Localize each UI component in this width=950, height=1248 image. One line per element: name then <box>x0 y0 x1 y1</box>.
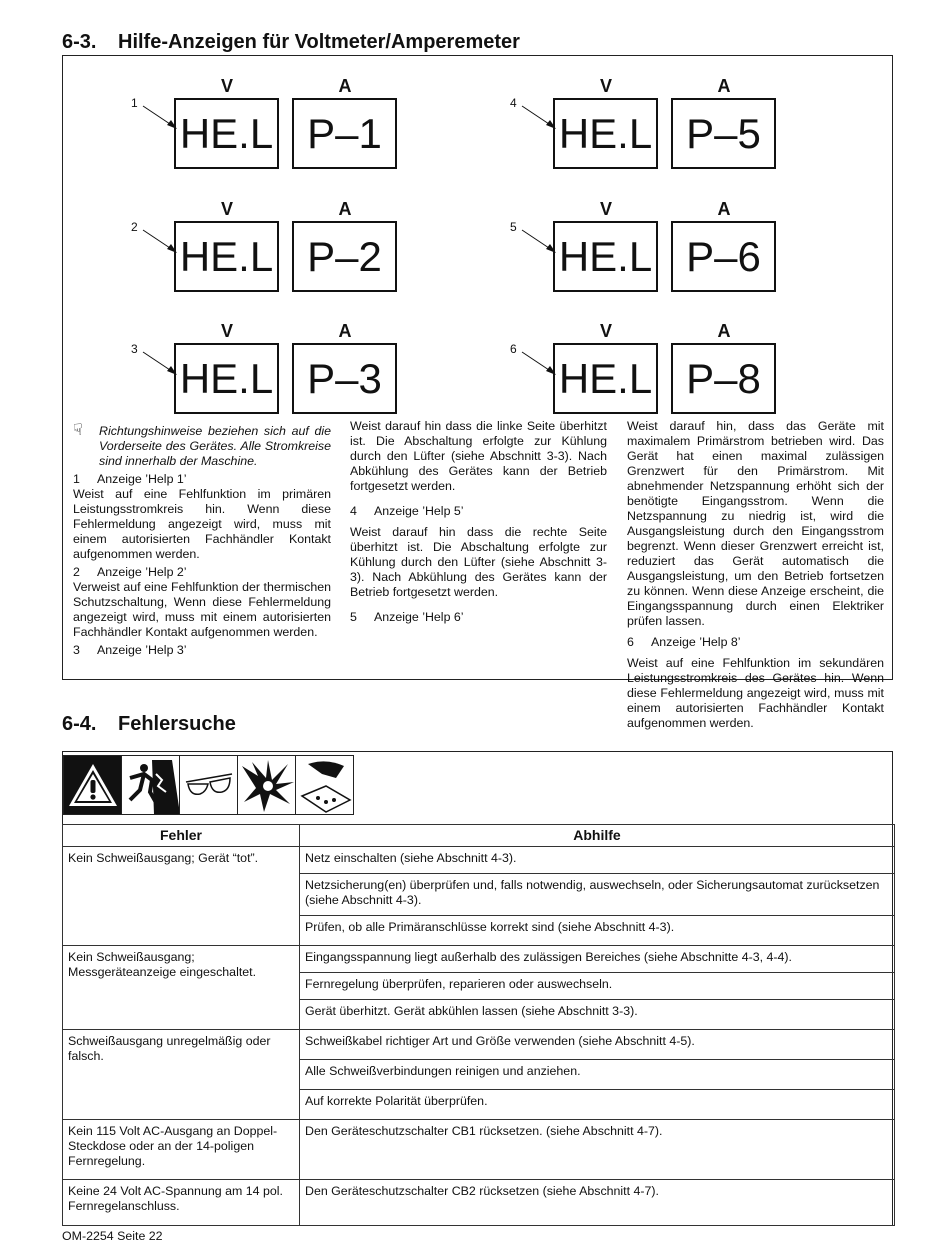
display-panel-6 <box>553 321 778 416</box>
voltmeter-display: HE.L <box>174 343 279 414</box>
amperemeter-label: A <box>717 321 731 341</box>
item-number: 2 <box>73 565 80 579</box>
remedy-cell: Alle Schweißverbindungen reinigen und anziehen. <box>300 1060 895 1090</box>
voltmeter-label: V <box>599 199 612 219</box>
note-text: Richtungshinweise beziehen sich auf die Vorderseite des Gerätes. Alle Stromkreise sind innerhalb der Maschine. <box>99 424 331 468</box>
section-heading-6-4 <box>62 713 236 736</box>
pointing-hand-icon: ☟ <box>73 422 83 439</box>
item-number: 5 <box>350 610 357 624</box>
help-item-heading <box>350 610 607 625</box>
table-header-row <box>63 825 895 847</box>
help-item-heading <box>627 635 884 650</box>
table-row <box>63 847 895 874</box>
section-number: 6-4. <box>62 713 97 735</box>
help-text-column-3 <box>627 419 884 734</box>
table-row <box>63 1120 895 1180</box>
amperemeter-display: P–8 <box>671 343 776 414</box>
electric-shock-icon <box>121 755 180 815</box>
fault-cell: Schweißausgang unregelmäßig oder falsch. <box>63 1030 300 1120</box>
callout-arrow-icon <box>141 104 181 134</box>
remedy-cell: Eingangsspannung liegt außerhalb des zulässigen Bereiches (siehe Abschnitte 4-3, 4-4). <box>300 946 895 973</box>
voltmeter-label: V <box>220 76 233 96</box>
amperemeter-display: P–1 <box>292 98 397 169</box>
help-item-heading <box>73 565 331 580</box>
table-row <box>63 946 895 973</box>
voltmeter-label: V <box>599 76 612 96</box>
voltmeter-display: HE.L <box>553 221 658 292</box>
item-title: Anzeige ’Help 3’ <box>97 643 187 657</box>
amperemeter-display: P–2 <box>292 221 397 292</box>
amperemeter-label: A <box>717 199 731 219</box>
remedy-cell: Schweißkabel richtiger Art und Größe verwenden (siehe Abschnitt 4-5). <box>300 1030 895 1060</box>
help-text-column-1 <box>73 424 331 658</box>
callout-number: 4 <box>510 96 517 110</box>
callout-number: 5 <box>510 220 517 234</box>
fault-cell: Keine 24 Volt AC-Spannung am 14 pol. Fernregelanschluss. <box>63 1180 300 1226</box>
item-number: 6 <box>627 635 634 649</box>
item-title: Anzeige ’Help 2’ <box>97 565 187 579</box>
amperemeter-label: A <box>338 321 352 341</box>
table-row <box>63 1180 895 1226</box>
item-number: 1 <box>73 472 80 486</box>
display-panel-1 <box>174 76 399 171</box>
voltmeter-label: V <box>220 321 233 341</box>
display-panel-2 <box>174 199 399 294</box>
item-title: Anzeige ’Help 5’ <box>374 504 464 518</box>
display-panel-4 <box>553 76 778 171</box>
safety-glasses-icon <box>179 755 238 815</box>
fault-cell: Kein Schweißausgang; Gerät “tot”. <box>63 847 300 946</box>
callout-number: 1 <box>131 96 138 110</box>
column-header-fault: Fehler <box>63 825 300 847</box>
amperemeter-label: A <box>338 199 352 219</box>
display-panel-3 <box>174 321 399 416</box>
remedy-cell: Fernregelung überprüfen, reparieren oder auswechseln. <box>300 973 895 1000</box>
item-title: Anzeige ’Help 8’ <box>651 635 741 649</box>
voltmeter-display: HE.L <box>553 343 658 414</box>
remedy-cell: Den Geräteschutzschalter CB2 rücksetzen (siehe Abschnitt 4-7). <box>300 1180 895 1226</box>
section-number: 6-3. <box>62 31 97 53</box>
amperemeter-display: P–5 <box>671 98 776 169</box>
remedy-cell: Netzsicherung(en) überprüfen und, falls notwendig, auswechseln, oder Sicherungsautomat zurücksetzen (siehe Abschnitt 4-3). <box>300 874 895 916</box>
section-title: Hilfe-Anzeigen für Voltmeter/Amperemeter <box>118 31 520 53</box>
amperemeter-display: P–3 <box>292 343 397 414</box>
callout-number: 2 <box>131 220 138 234</box>
help-item-text: Verweist auf eine Fehlfunktion der thermischen Schutzschaltung, Wenn diese Fehlermeldung angezeigt wird, muss mit einem autorisierten Fachhändler Kontakt aufgenommen werden. <box>73 580 331 639</box>
callout-arrow-icon <box>520 228 560 258</box>
callout-arrow-icon <box>141 228 181 258</box>
amperemeter-label: A <box>717 76 731 96</box>
help-item-text: Weist auf eine Fehlfunktion im primären Leistungsstromkreis hin. Wenn diese Fehlermeldung angezeigt wird, muss mit einem autorisierten Fachhändler Kontakt aufgenommen werden. <box>73 487 331 561</box>
amperemeter-label: A <box>338 76 352 96</box>
remedy-cell: Netz einschalten (siehe Abschnitt 4-3). <box>300 847 895 874</box>
safety-symbols <box>63 755 353 815</box>
remedy-cell: Gerät überhitzt. Gerät abkühlen lassen (siehe Abschnitt 3-3). <box>300 1000 895 1030</box>
remedy-cell: Den Geräteschutzschalter CB1 rücksetzen. (siehe Abschnitt 4-7). <box>300 1120 895 1180</box>
voltmeter-display: HE.L <box>174 221 279 292</box>
display-panel-5 <box>553 199 778 294</box>
voltmeter-display: HE.L <box>553 98 658 169</box>
help-text-column-2 <box>350 419 607 631</box>
column-header-remedy: Abhilfe <box>300 825 895 847</box>
callout-number: 6 <box>510 342 517 356</box>
troubleshooting-table <box>62 824 895 1226</box>
help-item-text: Weist darauf hin dass die rechte Seite überhitzt ist. Die Abschaltung erfolgte zur Kühlung durch den Lüfter (siehe Abschnitt 3-3). Nach Abkühlung des Gerätes kann der Betrieb fortgesetzt werden. <box>350 525 607 599</box>
note <box>73 424 331 469</box>
remedy-cell: Prüfen, ob alle Primäranschlüsse korrekt sind (siehe Abschnitt 4-3). <box>300 916 895 946</box>
fault-cell: Kein 115 Volt AC-Ausgang an Doppel-Steckdose oder an der 14-poligen Fernregelung. <box>63 1120 300 1180</box>
callout-arrow-icon <box>520 104 560 134</box>
help-item-heading <box>350 504 607 519</box>
section-title: Fehlersuche <box>118 713 236 735</box>
moving-parts-icon <box>237 755 296 815</box>
section-heading-6-3 <box>62 31 520 54</box>
amperemeter-display: P–6 <box>671 221 776 292</box>
help-item-heading <box>73 643 331 658</box>
item-title: Anzeige ’Help 1’ <box>97 472 187 486</box>
item-number: 4 <box>350 504 357 518</box>
remedy-cell: Auf korrekte Polarität überprüfen. <box>300 1090 895 1120</box>
item-title: Anzeige ’Help 6’ <box>374 610 464 624</box>
page-footer: OM-2254 Seite 22 <box>62 1229 163 1243</box>
help-item-text: Weist auf eine Fehlfunktion im sekundären Leistungsstromkreis des Gerätes hin. Wenn diese Fehlermeldung angezeigt wird, muss mit einem autorisierten Fachhändler Kontakt aufgenommen werden. <box>627 656 884 730</box>
voltmeter-label: V <box>599 321 612 341</box>
read-manual-icon <box>295 755 354 815</box>
voltmeter-label: V <box>220 199 233 219</box>
voltmeter-display: HE.L <box>174 98 279 169</box>
help-item-text: Weist darauf hin, dass das Geräte mit maximalem Primärstrom betrieben wird. Das Gerät hat einen maximal zulässigen Grenzwert für den Primärstrom. Mit abnehmender Netzspannung erhöht sich der benötigte Eingangsstrom. Wenn die Netzspannung zu niedrig ist, wird die Ausgangsleistung durch den Eingangsstrom begrenzt. Wenn dieser Grenzwert erreicht ist, reduziert das Gerät automatisch die Ausgangsleistung, um den Betrieb fortsetzen zu können. Wenn diese Anzeige erscheint, die Eingangsspannung durch einen Elektriker prüfen lassen. <box>627 419 884 628</box>
warning-icon <box>63 755 122 815</box>
item-number: 3 <box>73 643 80 657</box>
help-item-text: Weist darauf hin dass die linke Seite überhitzt ist. Die Abschaltung erfolgte zur Kühlung durch den Lüfter (siehe Abschnitt 3-3). Nach Abkühlung des Gerätes kann der Betrieb fortgesetzt werden. <box>350 419 607 493</box>
callout-number: 3 <box>131 342 138 356</box>
callout-arrow-icon <box>141 350 181 380</box>
table-row <box>63 1030 895 1060</box>
callout-arrow-icon <box>520 350 560 380</box>
fault-cell: Kein Schweißausgang; Messgeräteanzeige eingeschaltet. <box>63 946 300 1030</box>
help-item-heading <box>73 472 331 487</box>
troubleshooting-box <box>62 751 893 1226</box>
